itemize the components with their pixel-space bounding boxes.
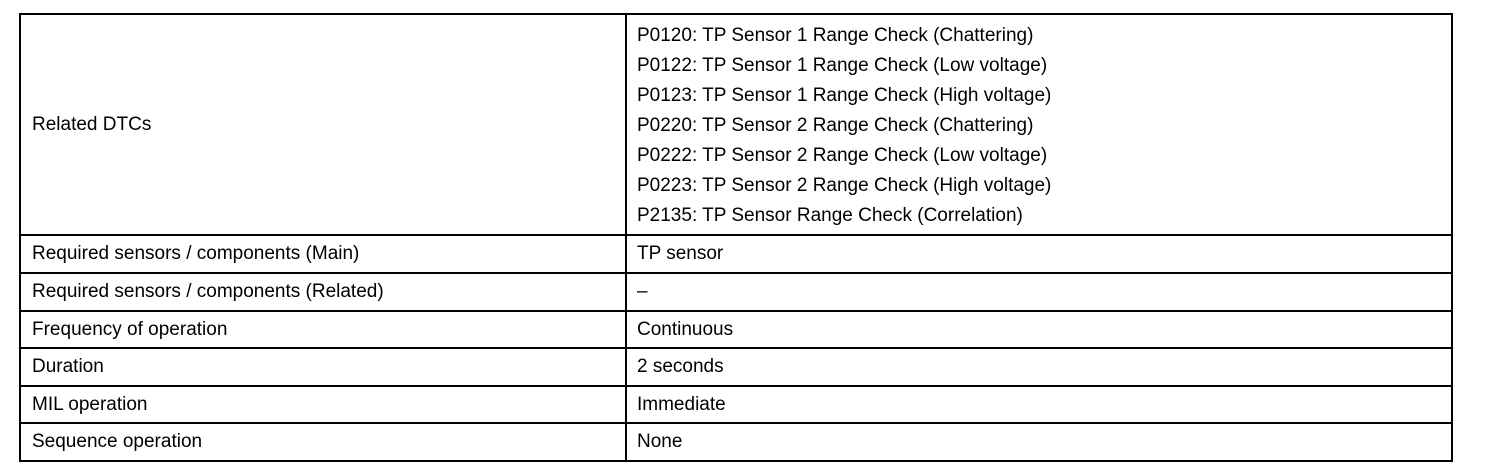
label-cell-frequency-of-operation: Frequency of operation (20, 311, 626, 348)
dtc-p0122: P0122: TP Sensor 1 Range Check (Low voltage) (637, 54, 1048, 76)
label-cell-duration: Duration (20, 348, 626, 386)
dtc-p2135: P2135: TP Sensor Range Check (Correlation) (637, 204, 1023, 226)
monitor-specification-table (19, 13, 1453, 462)
table-row-required-sensors-main (20, 235, 1452, 273)
label-cell-sequence-operation: Sequence operation (20, 423, 626, 461)
table-row-frequency-of-operation (20, 311, 1452, 348)
dtc-p0120: P0120: TP Sensor 1 Range Check (Chattering) (637, 24, 1034, 46)
table-row-required-sensors-related (20, 273, 1452, 311)
value-cell-required-sensors-related: – (626, 273, 1452, 311)
table-row-related-dtcs (20, 14, 1452, 235)
dtc-p0220: P0220: TP Sensor 2 Range Check (Chattering) (637, 114, 1034, 136)
value-cell-duration: 2 seconds (626, 348, 1452, 386)
label-cell-mil-operation: MIL operation (20, 386, 626, 423)
table-row-mil-operation (20, 386, 1452, 423)
dtc-p0223: P0223: TP Sensor 2 Range Check (High voltage) (637, 174, 1052, 196)
label-cell-related-dtcs: Related DTCs (20, 14, 626, 235)
table-row-sequence-operation (20, 423, 1452, 461)
table-row-duration (20, 348, 1452, 386)
dtc-p0123: P0123: TP Sensor 1 Range Check (High voltage) (637, 84, 1052, 106)
value-cell-sequence-operation: None (626, 423, 1452, 461)
label-cell-required-sensors-related: Required sensors / components (Related) (20, 273, 626, 311)
value-cell-frequency-of-operation: Continuous (626, 311, 1452, 348)
value-cell-related-dtcs (626, 14, 1452, 235)
dtc-p0222: P0222: TP Sensor 2 Range Check (Low voltage) (637, 144, 1048, 166)
value-cell-required-sensors-main: TP sensor (626, 235, 1452, 273)
value-cell-mil-operation: Immediate (626, 386, 1452, 423)
document-page (19, 13, 1453, 462)
label-cell-required-sensors-main: Required sensors / components (Main) (20, 235, 626, 273)
